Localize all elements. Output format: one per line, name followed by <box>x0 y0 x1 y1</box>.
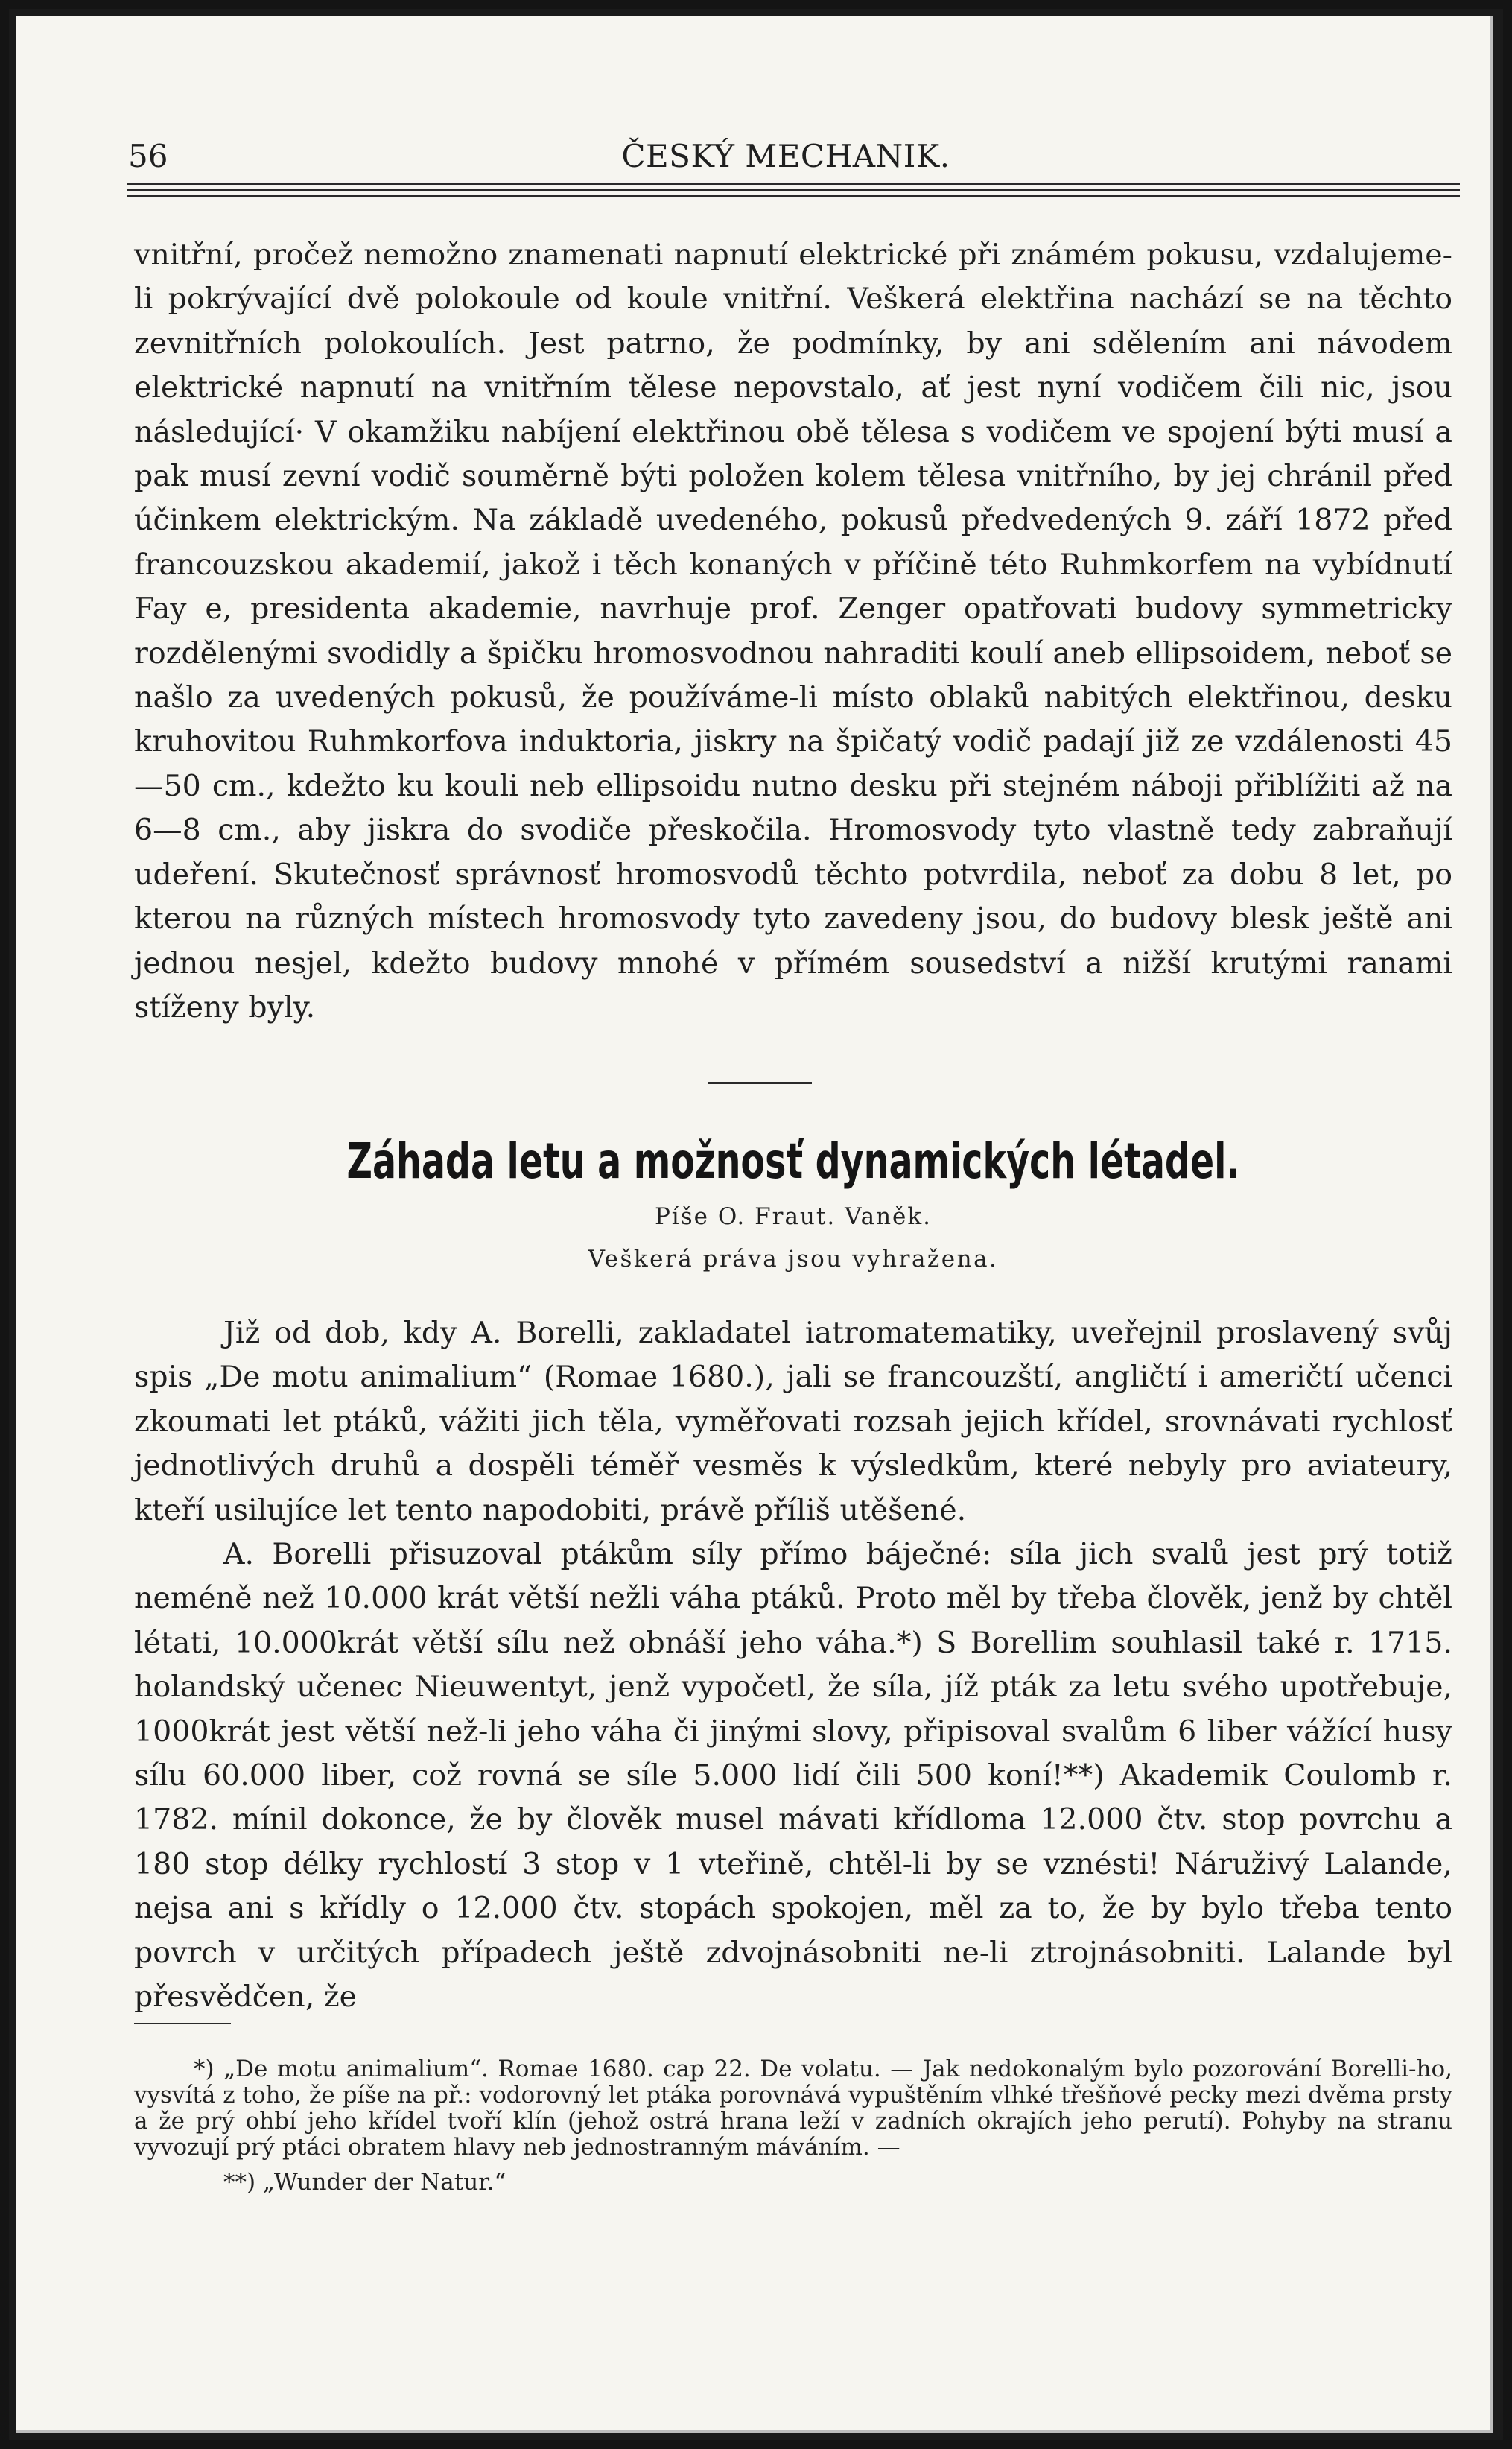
rights-notice: Veškerá práva jsou vyhražena. <box>588 1246 999 1273</box>
section-continuation <box>134 233 1452 1030</box>
header-rule <box>127 183 1460 185</box>
footnote-rule <box>134 2023 231 2024</box>
running-title: ČESKÝ MECHANIK. <box>621 138 950 174</box>
page-header <box>119 138 1452 175</box>
paragraph: Již od dob, kdy A. Borelli, zakladatel iatromatematiky, uveřejnil proslavený svůj spis „De motu animalium“ (Romae 1680.), jali se francouzští, angličtí i američtí učenci zkoumati let ptáků, vážiti jich těla, vyměřovati rozsah jejich křídel, srovnávati rychlosť jednotlivých druhů a dospěli téměř vesměs k výsledkům, které nebyly pro aviateury, kteří usilujíce let tento napodobiti, právě příliš utěšené. <box>134 1316 1452 1527</box>
page-number: 56 <box>128 138 168 174</box>
article-title: Záhada letu a možnosť dynamických létadel. <box>346 1132 1240 1190</box>
footnotes <box>134 2056 1452 2196</box>
paragraph: vnitřní, pročež nemožno znamenati napnutí elektrické při známém pokusu, vzdalujeme-li pokrývající dvě polokoule od koule vnitřní. Veškerá elektřina nachází se na těchto zevnitřních polokoulích. Jest patrno, že podmínky, by ani sdělením ani návodem elektrické napnutí na vnitřním tělese nepovstalo, ať jest nyní vodičem čili nic, jsou následující· V okamžiku nabíjení elektřinou obě tělesa s vodičem ve spojení býti musí a pak musí zevní vodič souměrně býti položen kolem tělesa vnitřního, by jej chránil před účinkem elektrickým. Na základě uvedeného, pokusů předvedených 9. září 1872 před francouzskou akademií, jakož i těch konaných v příčině této Ruhmkorfem na vybídnutí Fay e, presidenta akademie, navrhuje prof. Zenger opatřovati budovy symmetricky rozdělenými svodidly a špičku hromosvodnou nahraditi koulí aneb ellipsoidem, neboť se našlo za uvedených pokusů, že používáme-li místo oblaků nabitých elektřinou, desku kruhovitou Ruhmkorfova induktoria, jiskry na špičatý vodič padají již ze vzdálenosti 45—50 cm., kdežto ku kouli neb ellipsoidu nutno desku při stejném náboji přiblížiti až na 6—8 cm., aby jiskra do svodiče přeskočila. Hromosvody tyto vlastně tedy zabraňují udeření. Skutečnosť správnosť hromosvodů těchto potvrdila, neboť za dobu 8 let, po kterou na různých místech hromosvody tyto zavedeny jsou, do budovy blesk ještě ani jednou nesjel, kdežto budovy mnohé v přímém sousedství a nižší krutými ranami stíženy byly. <box>134 238 1452 1024</box>
header-rule <box>127 189 1460 191</box>
article-byline: Píše O. Fraut. Vaněk. <box>654 1203 933 1230</box>
header-rule <box>127 195 1460 197</box>
article-body <box>134 1311 1452 2020</box>
paragraph: A. Borelli přisuzoval ptákům síly přímo báječné: síla jich svalů jest prý totiž neméně než 10.000 krát větší nežli váha ptáků. Proto měl by třeba člověk, jenž by chtěl létati, 10.000krát větší sílu než obnáší jeho váha.*) S Borellim souhlasil také r. 1715. holandský učenec Nieuwentyt, jenž vypočetl, že síla, jíž pták za letu svého upotřebuje, 1000krát jest větší než-li jeho váha či jinými slovy, připisoval svalům 6 liber vážící husy sílu 60.000 liber, což rovná se síle 5.000 lidí čili 500 koní!**) Akademik Coulomb r. 1782. mínil dokonce, že by člověk musel mávati křídloma 12.000 čtv. stop povrchu a 180 stop délky rychlostí 3 stop v 1 vteřině, chtěl-li by se vznésti! Náruživý Lalande, nejsa ani s křídly o 12.000 čtv. stopách spokojen, měl za to, že by bylo třeba tento povrch v určitých případech ještě zdvojnásobniti ne-li ztrojnásobniti. Lalande byl přesvědčen, že <box>134 1537 1452 2015</box>
section-separator <box>708 1082 812 1084</box>
footnote: **) „Wunder der Natur.“ <box>223 2169 506 2196</box>
footnote: *) „De motu animalium“. Romae 1680. cap 22. De volatu. — Jak nedokonalým bylo pozorování Borelli-ho, vysvítá z toho, že píše na př.: vodorovný let ptáka porovnává vypuštěním vlhké třešňové pecky mezi dvěma prsty a že prý ohbí jeho křídel tvoří klín (jehož ostrá hrana leží v zadních okrajích jeho perutí). Pohyby na stranu vyvozují prý ptáci obratem hlavy neb jednostranným máváním. — <box>134 2056 1452 2161</box>
